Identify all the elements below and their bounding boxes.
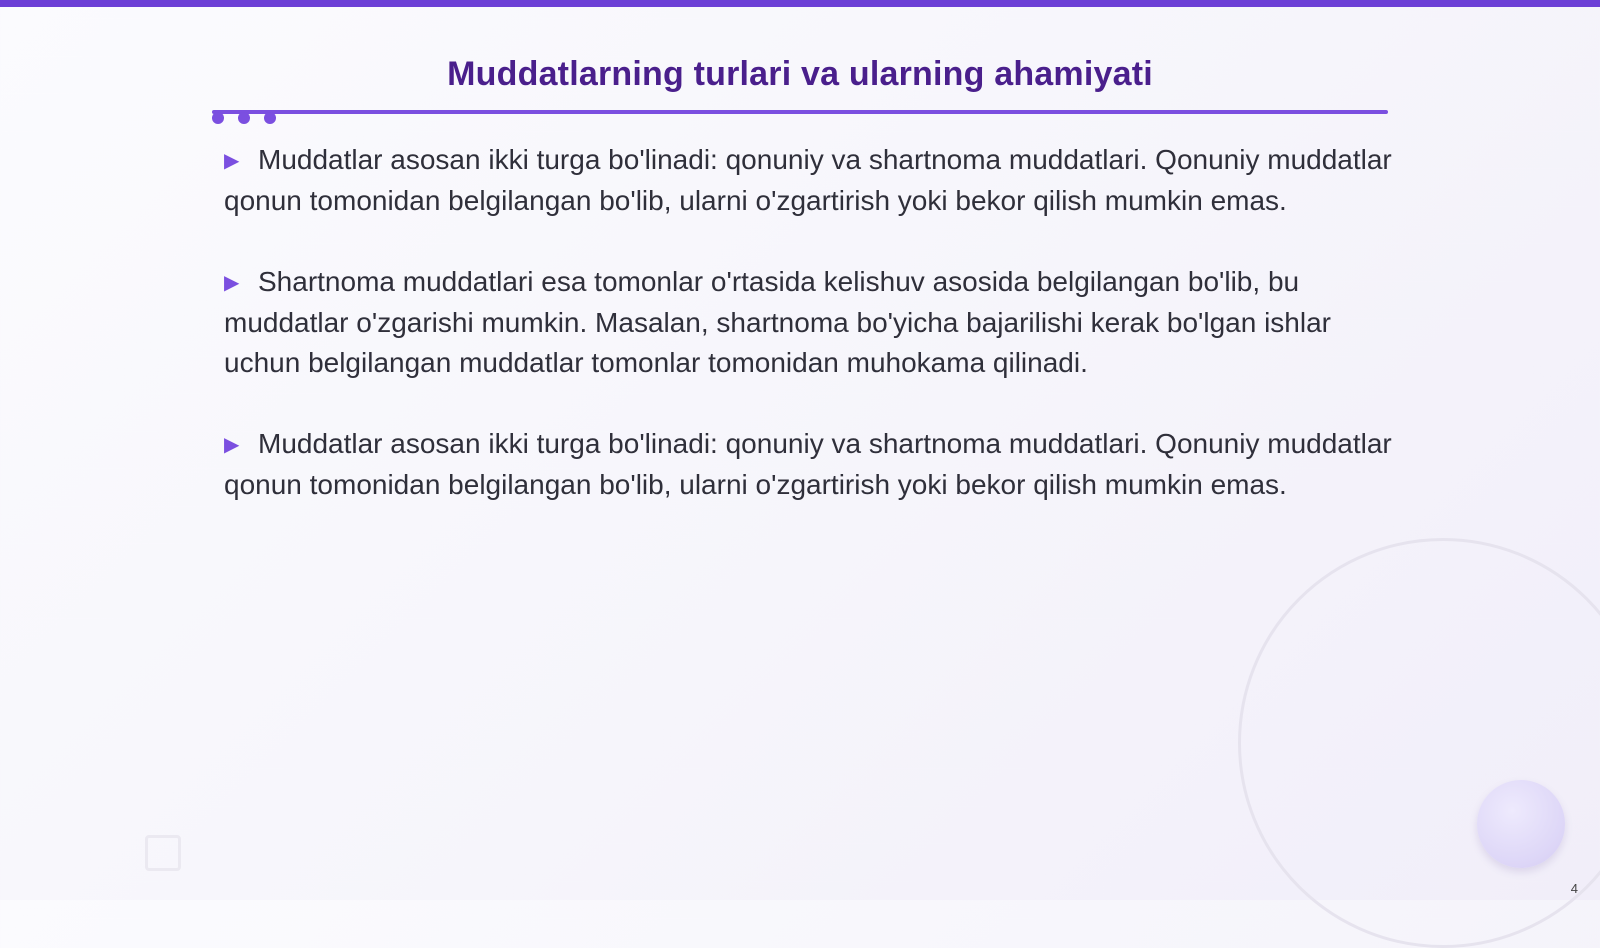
triangle-bullet-icon: ▶ (224, 434, 240, 456)
bullet-item (224, 424, 1394, 505)
bullet-text: Muddatlar asosan ikki turga bo'linadi: qonuniy va shartnoma muddatlari. Qonuniy muddatlar qonun tomonidan belgilangan bo'lib, ularni o'zgartirish yoki bekor qilish mumkin emas. (224, 144, 1392, 216)
decorative-circle-outline (1238, 538, 1600, 948)
decorative-dot (238, 112, 250, 124)
triangle-bullet-icon: ▶ (224, 272, 240, 294)
bullet-text: Shartnoma muddatlari esa tomonlar o'rtasida kelishuv asosida belgilangan bo'lib, bu muddatlar o'zgarishi mumkin. Masalan, shartnoma bo'yicha bajarilishi kerak bo'lgan ishlar uchun belgilangan muddatlar tomonlar tomonidan muhokama qilinadi. (224, 266, 1331, 378)
decorative-dot (212, 112, 224, 124)
bullet-item (224, 140, 1394, 221)
bullet-item (224, 262, 1394, 383)
top-accent-bar (0, 0, 1600, 7)
slide-title: Muddatlarning turlari va ularning ahamiyati (447, 55, 1153, 93)
decorative-square (145, 835, 181, 871)
decorative-dot (264, 112, 276, 124)
bullet-text: Muddatlar asosan ikki turga bo'linadi: qonuniy va shartnoma muddatlari. Qonuniy muddatlar qonun tomonidan belgilangan bo'lib, ularni o'zgartirish yoki bekor qilish mumkin emas. (224, 428, 1392, 500)
page-number: 4 (1570, 881, 1578, 896)
bullet-list (224, 140, 1394, 546)
decorative-circle-filled (1477, 780, 1565, 868)
title-underline (212, 110, 1388, 114)
triangle-bullet-icon: ▶ (224, 150, 240, 172)
